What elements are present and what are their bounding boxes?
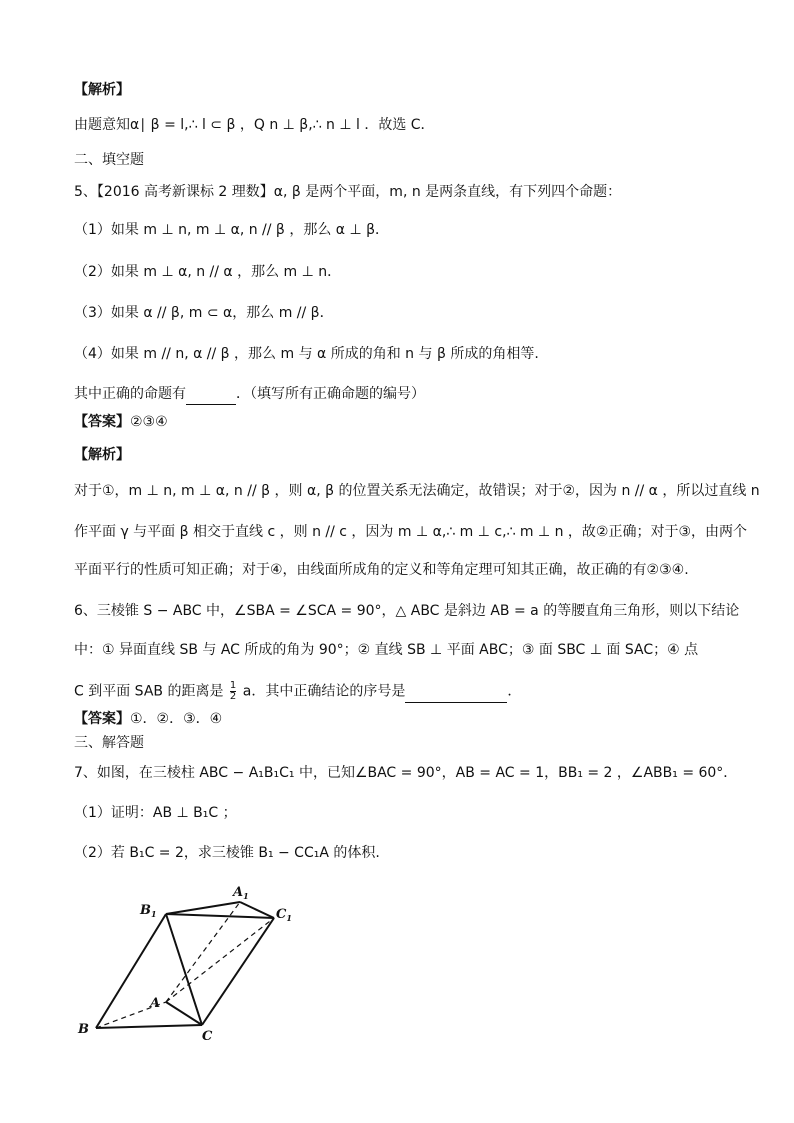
q5-fill-prefix: 其中正确的命题有 — [74, 386, 186, 402]
vertex-label-C1: $C_1$ — [276, 907, 292, 923]
q5-answer — [74, 412, 168, 432]
answer-value-1: ②③④ — [130, 414, 168, 430]
analysis-heading-1: 【解析】 — [74, 82, 130, 98]
answer-label-2: 【答案】 — [74, 711, 130, 727]
q5-proposition-4: （4）如果 m // n, α // β ，那么 m 与 α 所成的角和 n 与 β 所成的角相等. — [74, 346, 539, 362]
vertex-label-B: B — [78, 1022, 89, 1037]
q7-part-2: （2）若 B₁C = 2，求三棱锥 B₁ − CC₁A 的体积. — [74, 845, 380, 861]
edge-B1C1 — [166, 914, 274, 918]
q6-line-3-suffix: ． — [507, 683, 522, 700]
section-solution-heading: 三、解答题 — [74, 735, 144, 751]
analysis-heading-2: 【解析】 — [74, 447, 130, 463]
answer-value-2: ①．②．③．④ — [130, 711, 223, 727]
q5-stem: 5、【2016 高考新课标 2 理数】α, β 是两个平面，m, n 是两条直线，有下列四个命题： — [74, 184, 622, 200]
section-fill-in-heading: 二、填空题 — [74, 152, 144, 168]
edge-C1C — [202, 918, 274, 1025]
q5-proposition-1: （1）如果 m ⊥ n, m ⊥ α, n // β ，那么 α ⊥ β． — [74, 222, 390, 238]
analysis-text-q4: 由题意知α∣ β = l,∴ l ⊂ β ，Q n ⊥ β,∴ n ⊥ l ．故选 C． — [74, 117, 435, 133]
q6-line-1: 6、三棱锥 S − ABC 中，∠SBA = ∠SCA = 90°，△ ABC 是斜边 AB = a 的等腰直角三角形，则以下结论 — [74, 603, 740, 619]
prism-hidden-edges — [96, 902, 274, 1028]
q5-solution-line-2: 作平面 γ 与平面 β 相交于直线 c ，则 n // c ，因为 m ⊥ α,∴ m ⊥ c,∴ m ⊥ n ，故②正确；对于③，由两个 — [74, 524, 748, 540]
edge-AC1-hidden — [166, 918, 274, 1002]
q7-part-1: （1）证明：AB ⊥ B₁C ； — [74, 805, 237, 821]
q5-solution-line-1: 对于①，m ⊥ n, m ⊥ α, n // β ，则 α, β 的位置关系无法确定，故错误；对于②，因为 n // α ，所以过直线 n — [74, 483, 760, 499]
q6-line-2: 中：① 异面直线 SB 与 AC 所成的角为 90°；② 直线 SB ⊥ 平面 ABC；③ 面 SBC ⊥ 面 SAC；④ 点 — [74, 642, 699, 658]
q6-answer-blank — [405, 682, 507, 703]
q6-fraction-denominator: 2 — [229, 691, 237, 702]
q5-answer-blank — [186, 384, 236, 405]
q7-stem: 7、如图，在三棱柱 ABC − A₁B₁C₁ 中，已知∠BAC = 90°，AB = AC = 1，BB₁ = 2 ，∠ABB₁ = 60°． — [74, 765, 738, 781]
q6-line-3 — [74, 681, 521, 703]
q5-solution-line-3: 平面平行的性质可知正确；对于④，由线面所成角的定义和等角定理可知其正确，故正确的有②③④. — [74, 562, 689, 578]
answer-label-1: 【答案】 — [74, 414, 130, 430]
vertex-label-B1: $B_1$ — [140, 903, 157, 919]
prism-figure — [70, 870, 300, 1045]
q5-proposition-3: （3）如果 α // β, m ⊂ α，那么 m // β． — [74, 305, 334, 321]
edge-A1C1 — [240, 902, 274, 918]
q5-fill-line — [74, 384, 425, 405]
q5-fill-suffix: ．（填写所有正确命题的编号） — [236, 386, 425, 402]
q6-fraction-numerator: 1 — [229, 680, 237, 691]
edge-B1C — [166, 914, 202, 1025]
q5-proposition-2: （2）如果 m ⊥ α, n // α ，那么 m ⊥ n． — [74, 264, 342, 280]
vertex-label-A: A — [150, 996, 161, 1011]
vertex-label-C: C — [202, 1029, 213, 1044]
prism-solid-edges — [96, 902, 274, 1028]
q6-line-3-mid: a．其中正确结论的序号是 — [242, 683, 406, 700]
q6-fraction — [230, 681, 236, 702]
edge-B1A1 — [166, 902, 240, 914]
vertex-label-A1: $A_1$ — [233, 885, 249, 901]
q6-answer — [74, 709, 222, 729]
edge-BC — [96, 1025, 202, 1028]
q6-line-3-prefix: C 到平面 SAB 的距离是 — [74, 683, 224, 700]
